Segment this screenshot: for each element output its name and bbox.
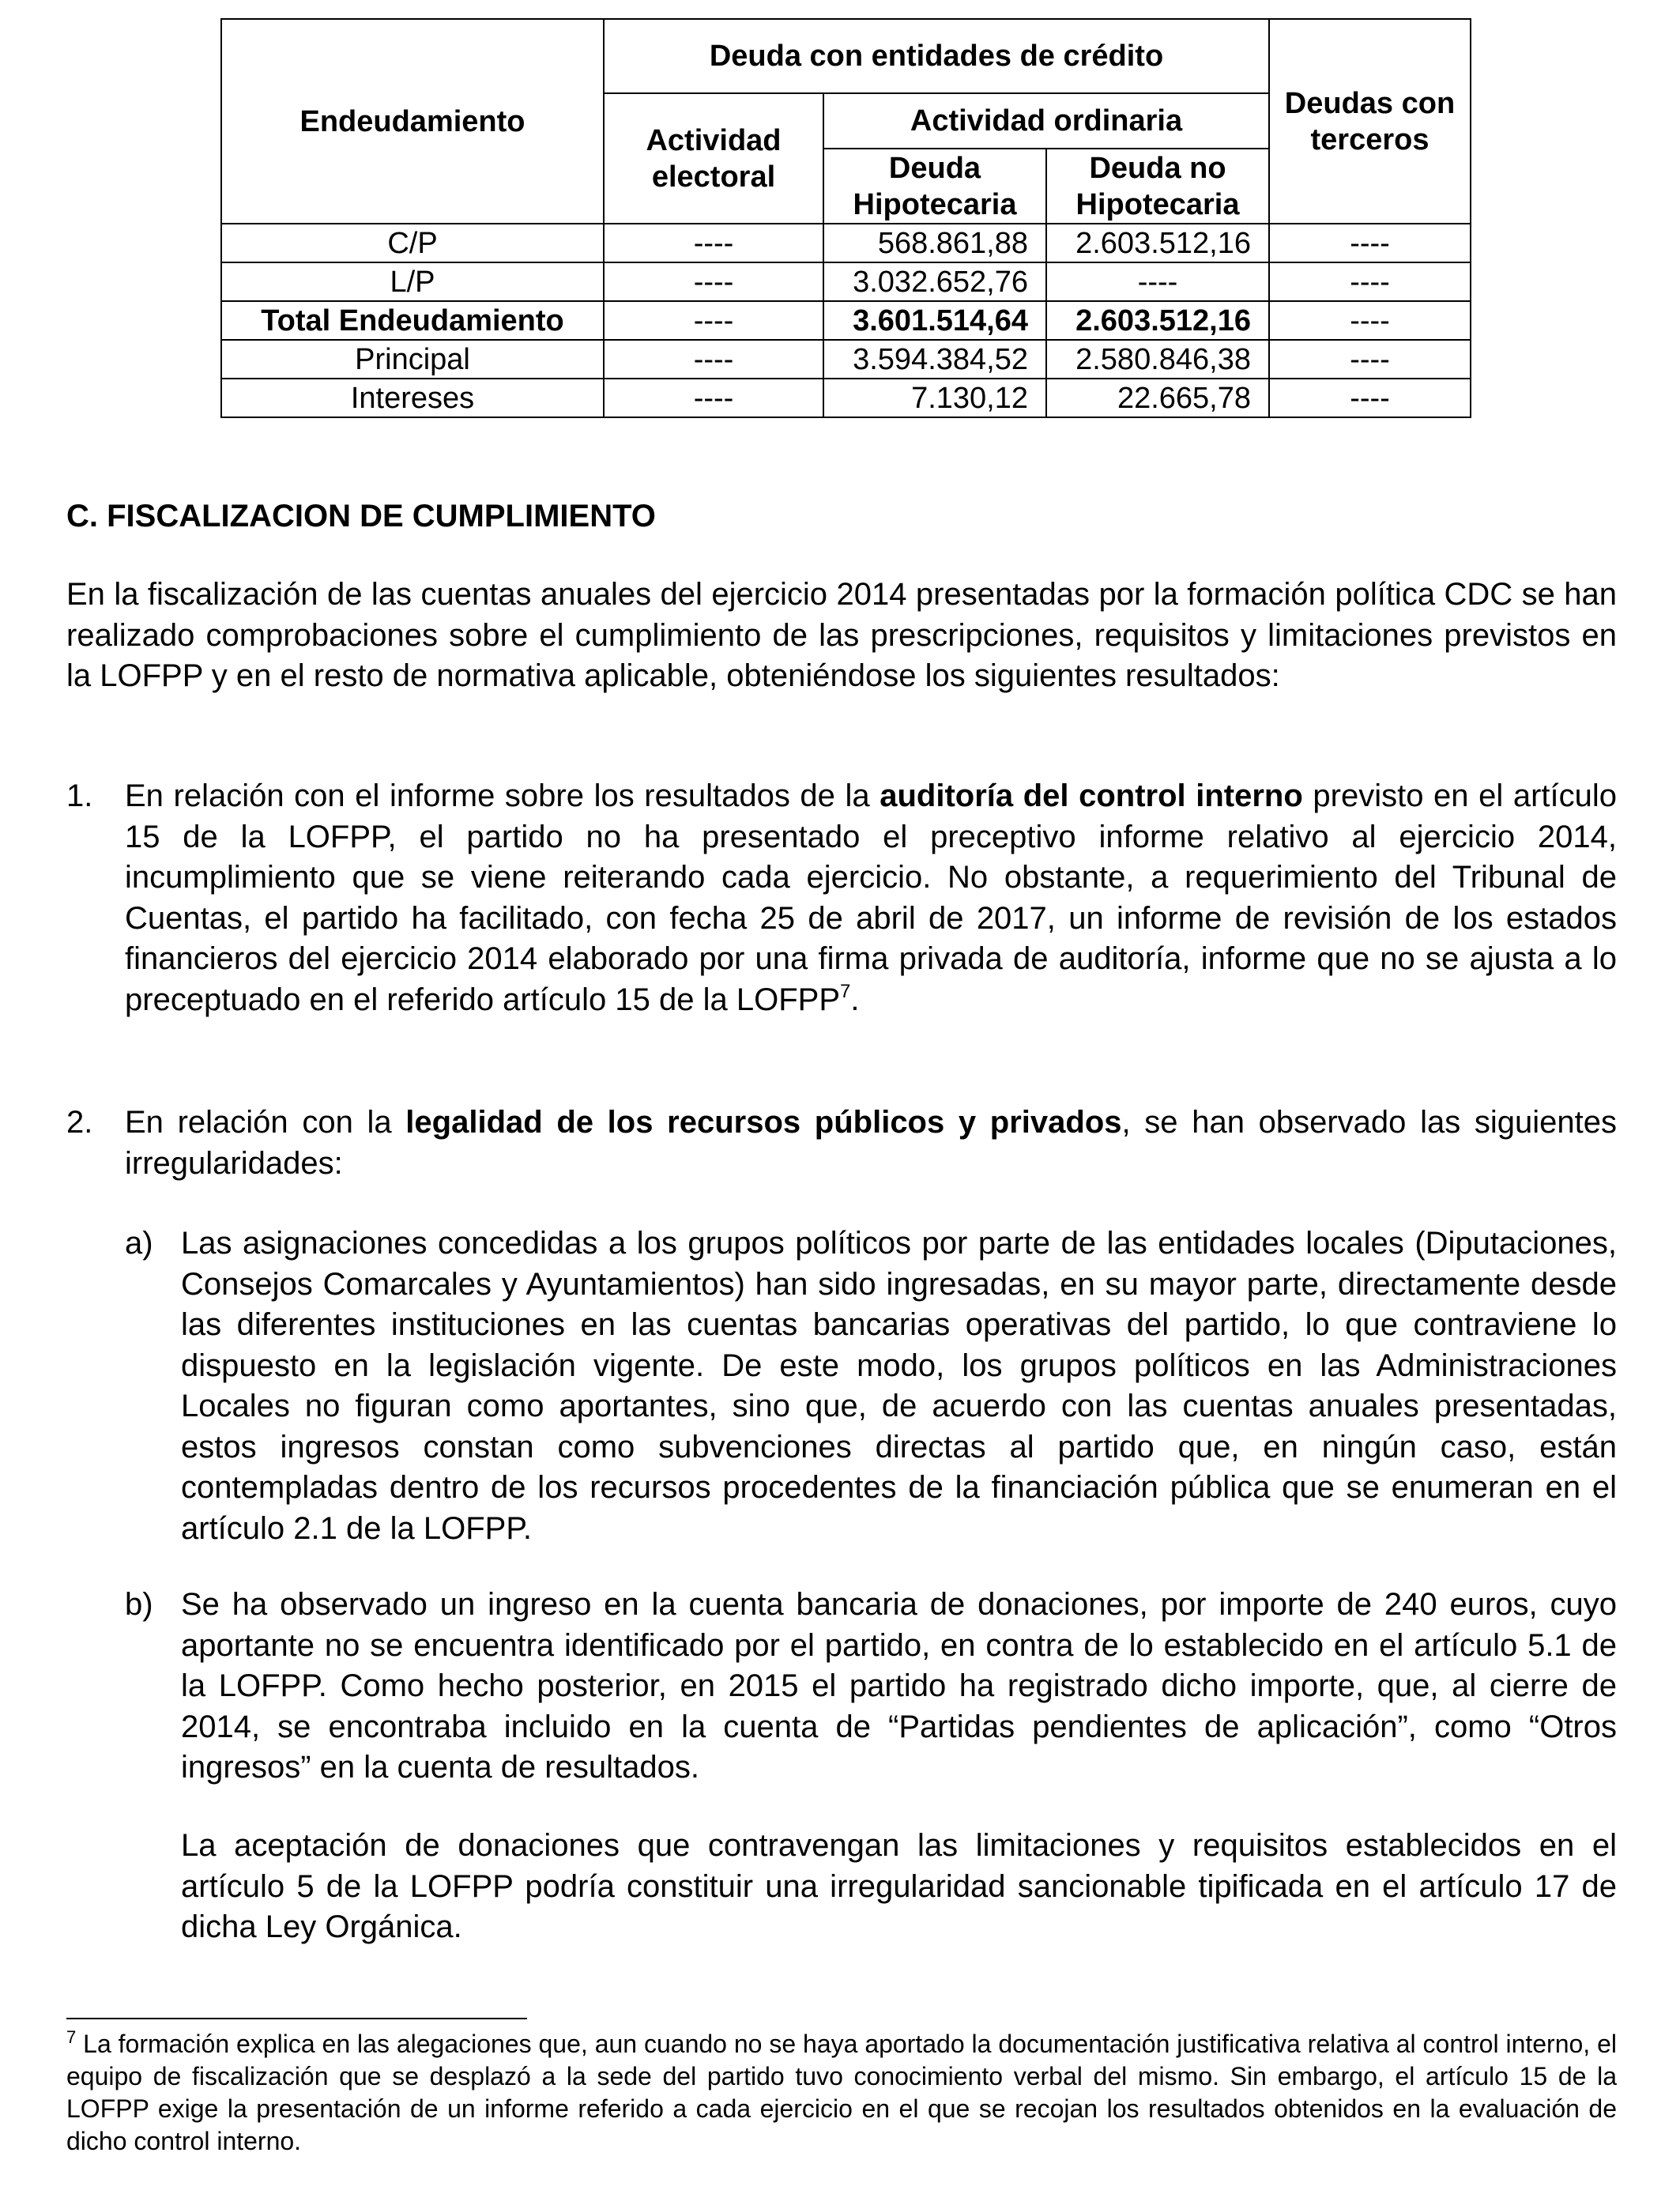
table-row [221, 340, 1471, 379]
row-label: Principal [221, 340, 604, 379]
intro-paragraph: En la fiscalización de las cuentas anuales del ejercicio 2014 presentadas por la formación política CDC se han realizado comprobaciones sobre el cumplimiento de las prescripciones, requisitos y limitaciones previstos en la LOFPP y en el resto de normativa aplicable, obteniéndose los siguientes resultados: [66, 577, 1617, 693]
footnote-divider [66, 2018, 527, 2019]
item-1-paragraph [125, 776, 1617, 1020]
item-1-post: previsto en el artículo 15 de la LOFPP, el partido no ha presentado el preceptivo informe relativo al ejercicio 2014, incumplimiento que se viene reiterando cada ejercicio. No obstante, a requerimiento del Tribunal de Cuentas, el partido ha facilitado, con fecha 25 de abril de 2017, un informe de revisión de los estados financieros del ejercicio 2014 elaborado por una firma privada de auditoría, informe que no se ajusta a lo preceptuado en el referido artículo 15 de la LOFPP [125, 778, 1617, 1017]
cell-electoral: ---- [604, 301, 823, 340]
cell-electoral: ---- [604, 340, 823, 379]
item-2-paragraph [125, 1103, 1617, 1184]
list-number-2: 2. [66, 1105, 93, 1140]
table-row [221, 262, 1471, 301]
item-2-bold: legalidad de los recursos públicos y privados [405, 1105, 1122, 1140]
item-2-pre: En relación con la [125, 1105, 406, 1140]
section-heading: C. FISCALIZACION DE CUMPLIMIENTO [66, 499, 656, 533]
item-1-pre: En relación con el informe sobre los resultados de la [125, 778, 880, 813]
header-deuda-hipotecaria: Deuda Hipotecaria [823, 149, 1046, 224]
cell-electoral: ---- [604, 379, 823, 417]
sub-item-a-paragraph: Las asignaciones concedidas a los grupos políticos por parte de las entidades locales (Diputaciones, Consejos Comarcales y Ayuntamientos) han sido ingresadas, en su mayor parte, directamente desde las diferentes instituciones en las cuentas bancarias operativas del partido, lo que contraviene lo dispuesto en la legislación vigente. De este modo, los grupos políticos en las Administraciones Locales no figuran como aportantes, sino que, de acuerdo con las cuentas anuales presentadas, estos ingresos constan como subvenciones directas al partido que, en ningún caso, están contempladas dentro de los recursos procedentes de la financiación pública que se enumeran en el artículo 2.1 de la LOFPP. [181, 1226, 1617, 1546]
row-label: C/P [221, 224, 604, 262]
sub-item-b-note: La aceptación de donaciones que contravengan las limitaciones y requisitos establecidos en el artículo 5 de la LOFPP podría constituir una irregularidad sancionable tipificada en el artículo 17 de dicha Ley Orgánica. [181, 1828, 1617, 1944]
cell-third-party: ---- [1269, 379, 1471, 417]
list-letter-a: a) [125, 1226, 153, 1261]
cell-non-mortgage: ---- [1046, 262, 1269, 301]
header-deudas-terceros: Deudas con terceros [1269, 19, 1471, 224]
cell-non-mortgage: 2.580.846,38 [1046, 340, 1269, 379]
cell-third-party: ---- [1269, 301, 1471, 340]
header-deuda-no-hipotecaria: Deuda no Hipotecaria [1046, 149, 1269, 224]
cell-mortgage: 3.601.514,64 [823, 301, 1046, 340]
item-1-end: . [850, 982, 860, 1017]
cell-electoral: ---- [604, 224, 823, 262]
cell-mortgage: 568.861,88 [823, 224, 1046, 262]
footnote-marker: 7 [66, 2027, 77, 2047]
table-row [221, 379, 1471, 417]
item-1-bold: auditoría del control interno [880, 778, 1303, 813]
cell-mortgage: 3.594.384,52 [823, 340, 1046, 379]
cell-non-mortgage: 22.665,78 [1046, 379, 1269, 417]
cell-third-party: ---- [1269, 340, 1471, 379]
footnote [66, 2028, 1617, 2158]
header-actividad-electoral: Actividad electoral [604, 93, 823, 224]
cell-third-party: ---- [1269, 224, 1471, 262]
row-label: L/P [221, 262, 604, 301]
sub-item-b-paragraph: Se ha observado un ingreso en la cuenta bancaria de donaciones, por importe de 240 euros, cuyo aportante no se encuentra identificado por el partido, en contra de lo establecido en el artículo 5.1 de la LOFPP. Como hecho posterior, en 2015 el partido ha registrado dicho importe, que, al cierre de 2014, se encontraba incluido en la cuenta de “Partidas pendientes de aplicación”, como “Otros ingresos” en la cuenta de resultados. [181, 1587, 1617, 1785]
footnote-text: La formación explica en las alegaciones que, aun cuando no se haya aportado la documentación justificativa relativa al control interno, el equipo de fiscalización que se desplazó a la sede del partido tuvo conocimiento verbal del mismo. Sin embargo, el artículo 15 de la LOFPP exige la presentación de un informe referido a cada ejercicio en el que se recojan los resultados obtenidos en la evaluación de dicho control interno. [66, 2030, 1617, 2155]
debt-table [220, 18, 1471, 418]
row-label: Total Endeudamiento [221, 301, 604, 340]
cell-electoral: ---- [604, 262, 823, 301]
cell-mortgage: 7.130,12 [823, 379, 1046, 417]
table-row [221, 224, 1471, 262]
footnote-reference[interactable]: 7 [840, 980, 851, 1002]
cell-non-mortgage: 2.603.512,16 [1046, 301, 1269, 340]
cell-non-mortgage: 2.603.512,16 [1046, 224, 1269, 262]
header-endeudamiento: Endeudamiento [221, 19, 604, 224]
cell-third-party: ---- [1269, 262, 1471, 301]
table-row-total [221, 301, 1471, 340]
row-label: Intereses [221, 379, 604, 417]
item-2-post: , se han observado las siguientes irregularidades: [125, 1105, 1617, 1181]
list-letter-b: b) [125, 1587, 153, 1622]
header-actividad-ordinaria: Actividad ordinaria [823, 93, 1269, 149]
header-deuda-entidades-credito: Deuda con entidades de crédito [604, 19, 1269, 93]
cell-mortgage: 3.032.652,76 [823, 262, 1046, 301]
list-number-1: 1. [66, 778, 93, 813]
